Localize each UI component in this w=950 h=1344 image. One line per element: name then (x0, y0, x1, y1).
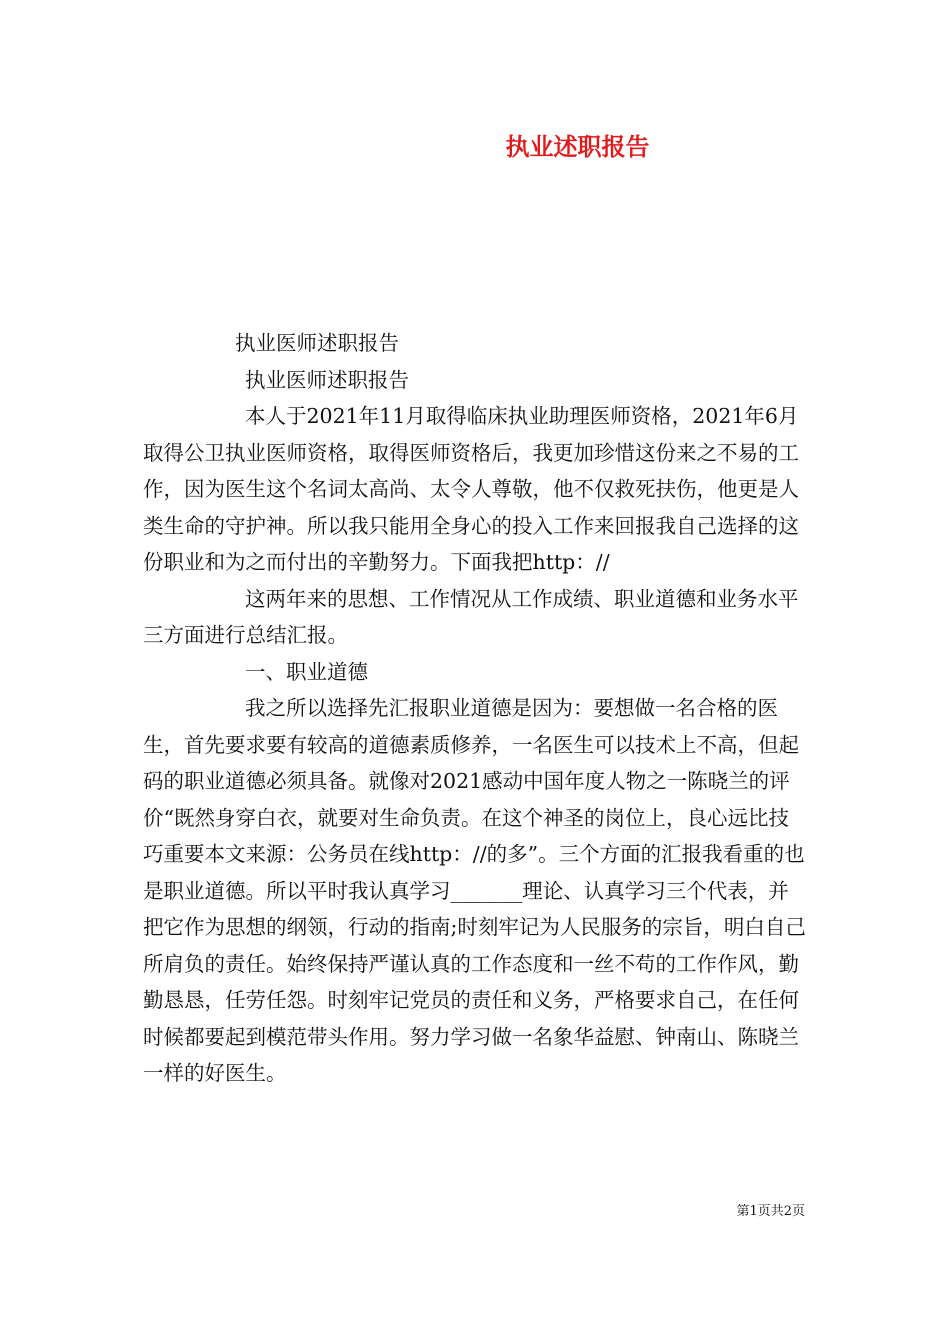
paragraph-summary: 这两年来的思想、工作情况从工作成绩、职业道德和业务水平三方面进行总结汇报。 (143, 586, 799, 647)
section-heading: 一、职业道德 (245, 659, 368, 684)
heading-1: 执业医师述职报告 (235, 331, 399, 355)
document-title: 执业述职报告 (505, 132, 650, 161)
document-body (143, 325, 808, 1092)
page-number: 第1页共2页 (736, 1204, 805, 1219)
paragraph-intro: 本人于2021年11月取得临床执业助理医师资格，2021年6月取得公卫执业医师资格，取得医师资格后，我更加珍惜这份来之不易的工作，因为医生这个名词太高尚、太令人尊敬，他不仅救死扶伤，他更是人类生命的守护神。所以我只能用全身心的投入工作来回报我自己选择的这份职业和为之而付出的辛勤努力。下面我把http：// (143, 404, 799, 574)
paragraph-ethics: 我之所以选择先汇报职业道德是因为：要想做一名合格的医生，首先要求要有较高的道德素质修养，一名医生可以技术上不高，但起码的职业道德必须具备。就像对2021感动中国年度人物之一陈晓兰的评价“既然身穿白衣，就要对生命负责。在这个神圣的岗位上，良心远比技巧重要本文来源：公务员在线http：//的多”。三个方面的汇报我看重的也是职业道德。所以平时我认真学习_______理论、认真学习三个代表，并把它作为思想的纲领，行动的指南;时刻牢记为人民服务的宗旨，明白自己所肩负的责任。始终保持严谨认真的工作态度和一丝不苟的工作作风，勤勤恳恳，任劳任怨。时刻牢记党员的责任和义务，严格要求自己，在任何时候都要起到模范带头作用。努力学习做一名象华益慰、钟南山、陈晓兰一样的好医生。 (143, 696, 806, 1085)
heading-2: 执业医师述职报告 (245, 367, 409, 392)
